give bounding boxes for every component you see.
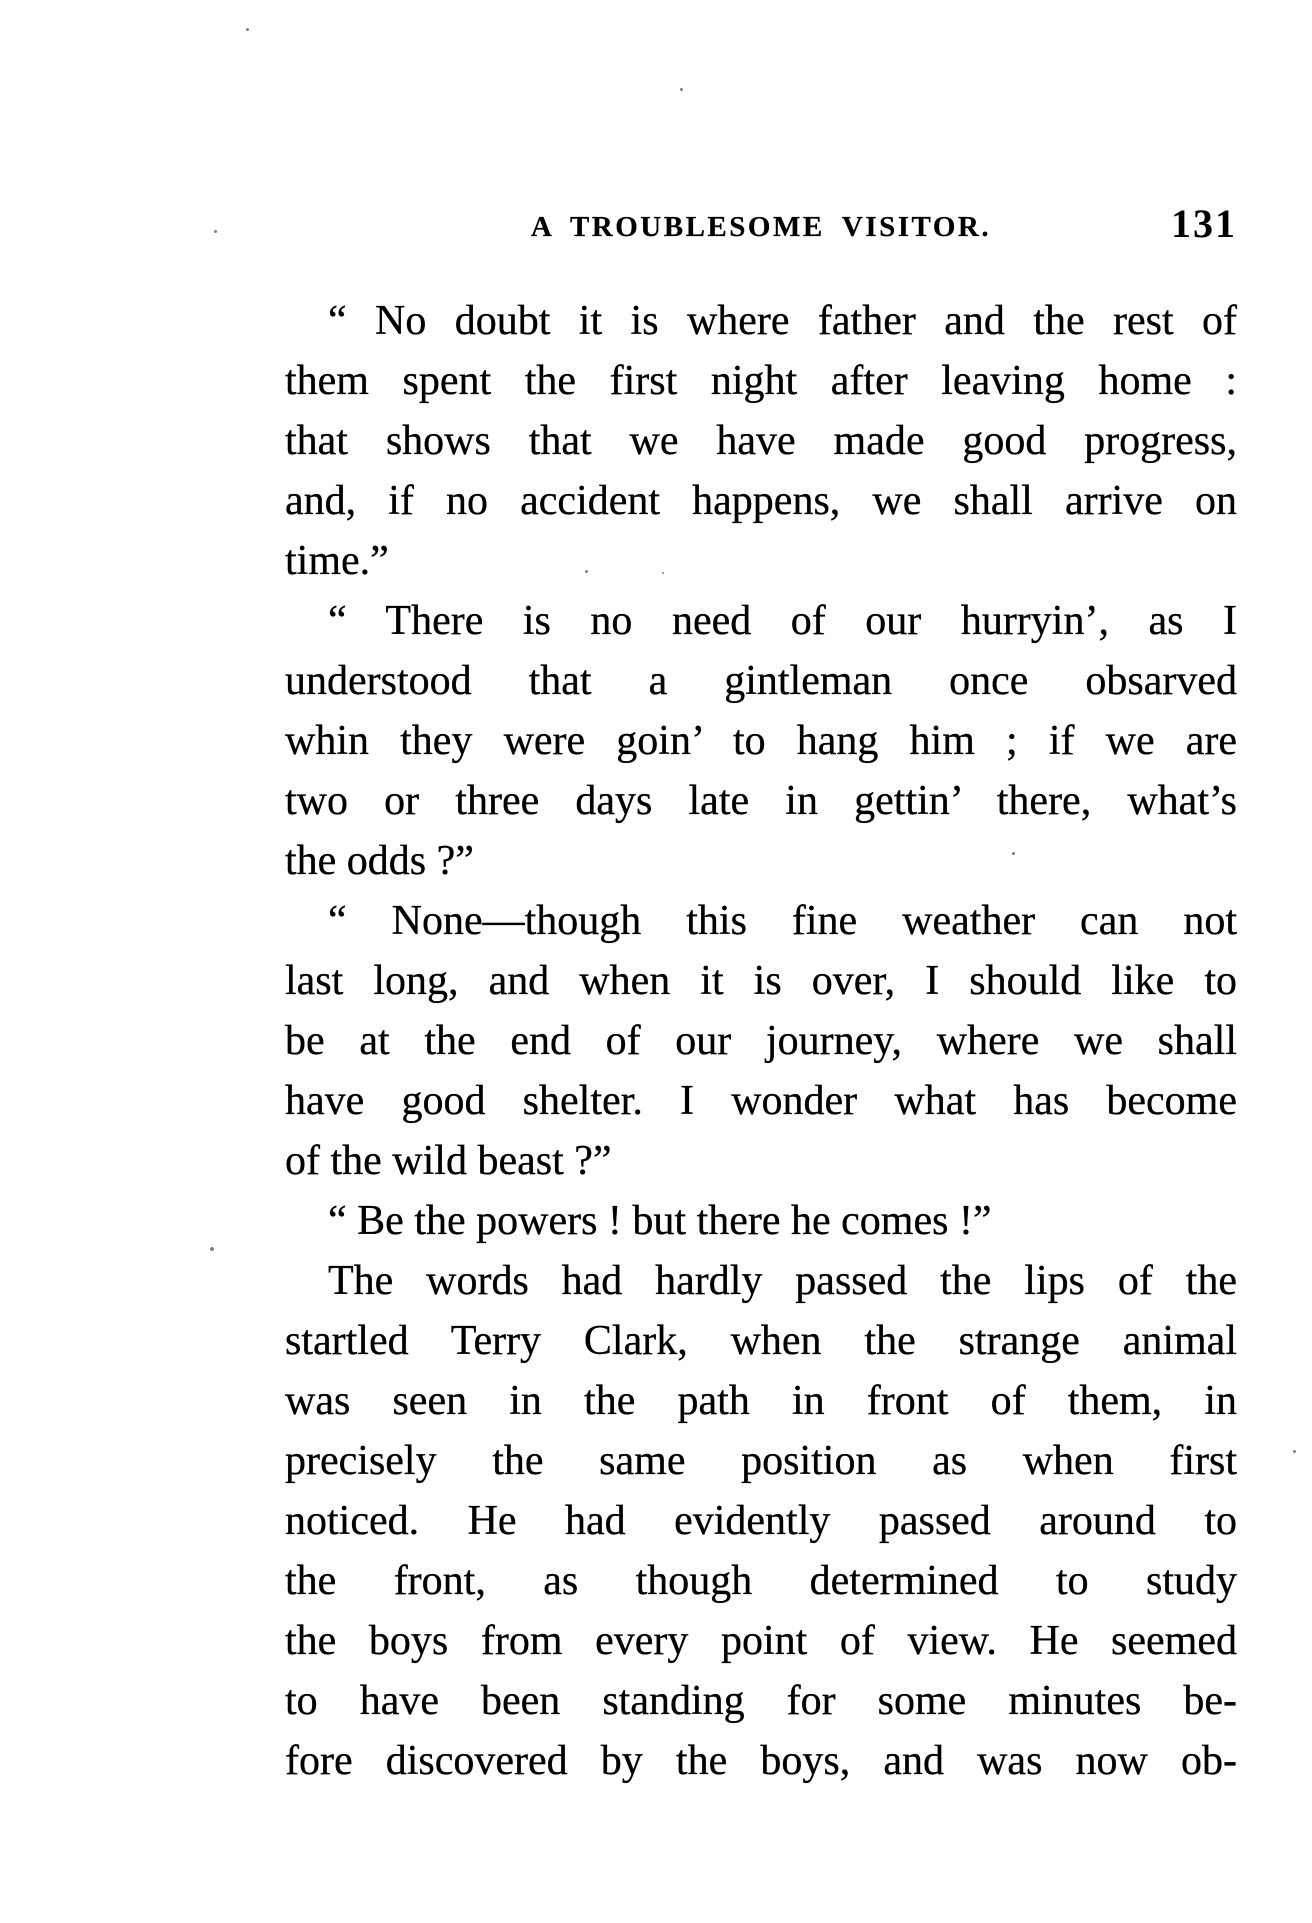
text-line: fore discovered by the boys, and was now ob- bbox=[285, 1738, 1237, 1784]
scan-speck bbox=[210, 1247, 214, 1251]
text-line: “ None—though this fine weather can not bbox=[328, 898, 1237, 944]
scan-speck bbox=[1293, 1450, 1296, 1453]
text-line: that shows that we have made good progress, bbox=[285, 418, 1237, 464]
text-line: time.” bbox=[285, 538, 389, 584]
text-line: have good shelter. I wonder what has become bbox=[285, 1078, 1237, 1124]
text-line: two or three days late in gettin’ there, what’s bbox=[285, 778, 1237, 824]
text-line: The words had hardly passed the lips of the bbox=[328, 1258, 1237, 1304]
text-line: precisely the same position as when first bbox=[285, 1438, 1237, 1484]
text-line: “ Be the powers ! but there he comes !” bbox=[328, 1198, 992, 1244]
text-line: startled Terry Clark, when the strange animal bbox=[285, 1318, 1237, 1364]
text-line: “ No doubt it is where father and the rest of bbox=[328, 298, 1237, 344]
text-line: of the wild beast ?” bbox=[285, 1138, 612, 1184]
text-line: the front, as though determined to study bbox=[285, 1558, 1237, 1604]
text-line: whin they were goin’ to hang him ; if we are bbox=[285, 718, 1237, 764]
text-line: the boys from every point of view. He seemed bbox=[285, 1618, 1237, 1664]
running-head bbox=[285, 201, 1237, 250]
text-line: and, if no accident happens, we shall arrive on bbox=[285, 478, 1237, 524]
text-line: noticed. He had evidently passed around to bbox=[285, 1498, 1237, 1544]
chapter-running-title: A TROUBLESOME VISITOR. bbox=[530, 211, 992, 243]
scan-speck bbox=[1012, 852, 1015, 855]
text-line: be at the end of our journey, where we shall bbox=[285, 1018, 1237, 1064]
text-line: was seen in the path in front of them, in bbox=[285, 1378, 1237, 1424]
scan-speck bbox=[214, 230, 217, 233]
text-line: the odds ?” bbox=[285, 838, 474, 884]
text-line: last long, and when it is over, I should like to bbox=[285, 958, 1237, 1004]
scan-speck bbox=[246, 28, 249, 31]
text-line: “ There is no need of our hurryin’, as I bbox=[328, 598, 1237, 644]
page-number: 131 bbox=[1171, 201, 1237, 246]
scan-speck bbox=[680, 88, 683, 91]
text-line: them spent the first night after leaving home : bbox=[285, 358, 1237, 404]
text-line: to have been standing for some minutes be- bbox=[285, 1678, 1237, 1724]
scan-speck bbox=[662, 572, 664, 574]
scan-speck bbox=[585, 570, 588, 573]
text-line: understood that a gintleman once obsarved bbox=[285, 658, 1237, 704]
page-body-text bbox=[285, 291, 1237, 1791]
